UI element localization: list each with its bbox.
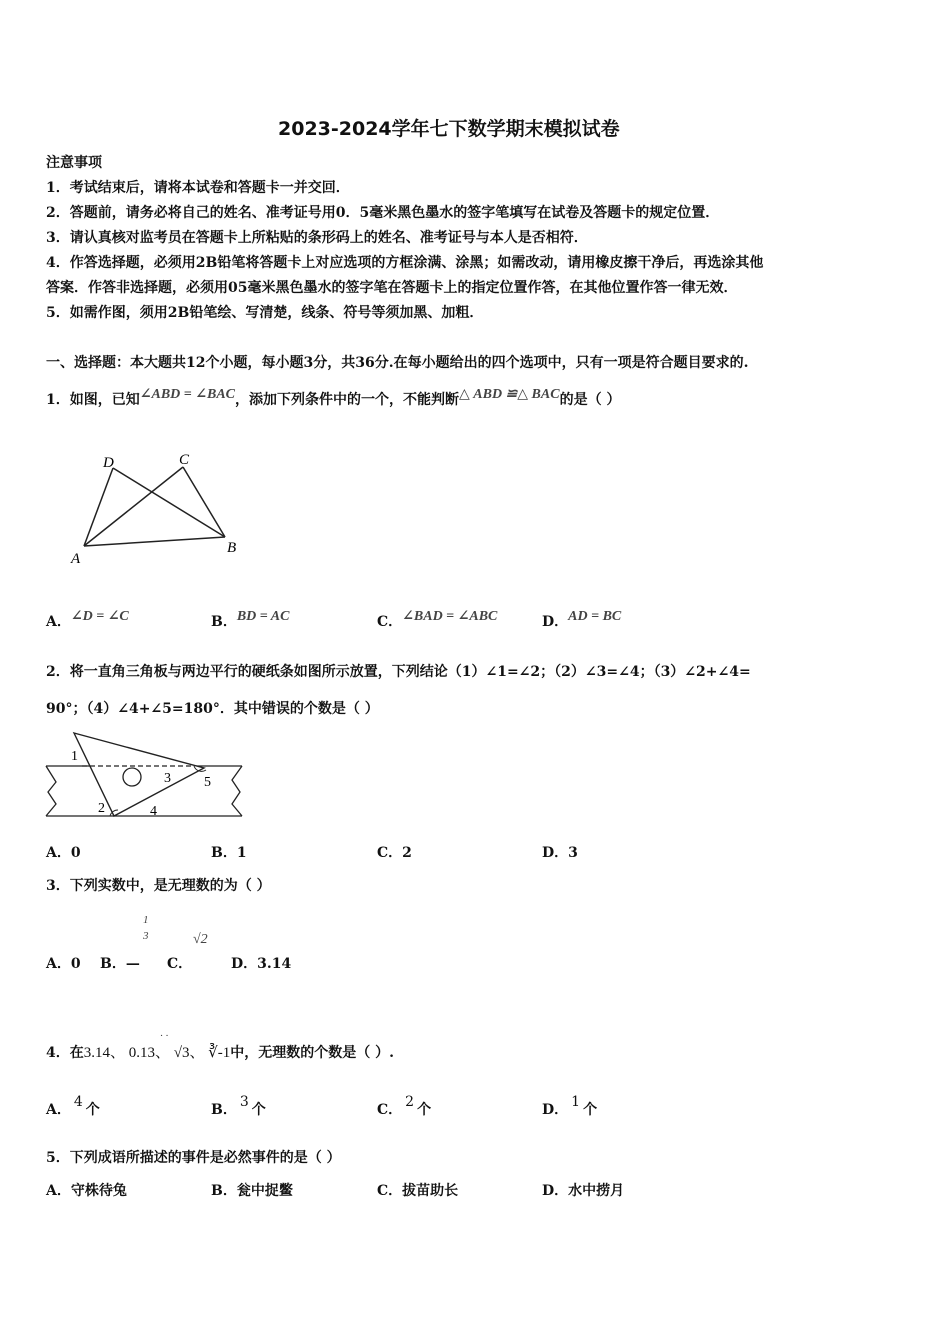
page-title: 2023-2024学年七下数学期末模拟试卷 [278,118,620,140]
label-angle-2: 2 [98,801,105,816]
label-B: B [227,540,237,556]
math-condition: ∠ABD = ∠BAC [139,387,235,402]
fraction-numerator: 1 [143,914,149,926]
strip-right-tear [232,766,242,816]
question-4-stem: 4．在3.14、 0.13、 √3、 ∛-1中，无理数的个数是（ ）. [46,1045,395,1061]
notice-item: 3．请认真核对监考员在答题卡上所粘贴的条形码上的姓名、准考证号与本人是否相符． [46,230,588,246]
strip-left-tear [46,766,56,816]
question-2-stem-line2: 90°；（4）∠4+∠5=180°．其中错误的个数是（ ） [46,701,379,717]
notice-item: 答案．作答非选择题，必须用05毫米黑色墨水的签字笔在答题卡上的指定位置作答，在其他位置作答一律无效． [46,280,738,296]
math-congruence: △ ABD ≌△ BAC [459,387,560,402]
q3-option-c[interactable]: C． [167,956,193,972]
q1-option-b[interactable]: B．BD = AC [211,609,290,630]
segment-CB [183,467,225,537]
sqrt2-value: √2 [193,932,208,947]
q4-option-c[interactable]: C． 2 个 [377,1094,432,1118]
label-angle-3: 3 [164,771,171,786]
q5-option-a[interactable]: A．守株待兔 [46,1183,127,1199]
question-3-stem: 3．下列实数中，是无理数的为（ ） [46,878,271,894]
q2-option-c[interactable]: C．2 [377,845,412,861]
notice-item: 2．答题前，请务必将自己的姓名、准考证号用0．5毫米黑色墨水的签字笔填写在试卷及答题卡的规定位置． [46,205,720,221]
q3-option-b[interactable]: B．— [100,956,140,972]
q4-option-d[interactable]: D． 1 个 [542,1094,598,1118]
q1-option-c[interactable]: C．∠BAD = ∠ABC [377,609,498,630]
label-A: A [71,551,81,567]
question-5-stem: 5．下列成语所描述的事件是必然事件的是（ ） [46,1150,341,1166]
q5-option-c[interactable]: C．拔苗助长 [377,1183,459,1199]
label-angle-1: 1 [71,749,78,764]
segment-AB [84,537,225,546]
label-C: C [179,452,190,468]
section-heading: 一、选择题：本大题共12个小题，每小题3分，共36分.在每小题给出的四个选项中，只有一项是符合题目要求的. [46,355,749,371]
label-angle-5: 5 [204,775,211,790]
q4-numbers: 3.14、 0.13、 √3、 ∛-1 [83,1045,231,1061]
q3-option-a[interactable]: A．0 [46,956,81,972]
q2-figure [44,730,249,822]
q1-option-a[interactable]: A．∠D = ∠C [46,609,129,630]
question-2-stem-line1: 2．将一直角三角板与两边平行的硬纸条如图所示放置，下列结论（1）∠1=∠2；（2）∠3=∠4；（3）∠2+∠4= [46,664,751,680]
q2-option-a[interactable]: A．0 [46,845,81,861]
q5-option-d[interactable]: D．水中捞月 [542,1183,625,1199]
label-D: D [103,455,114,471]
q5-option-b[interactable]: B．瓮中捉鳖 [211,1183,293,1199]
notice-item: 5．如需作图，须用2B铅笔绘、写清楚，线条、符号等须加黑、加粗． [46,305,484,321]
notice-item: 4．作答选择题，必须用2B铅笔将答题卡上对应选项的方框涂满、涂黑；如需改动，请用橡皮擦干净后，再选涂其他 [46,255,764,271]
q3-option-d[interactable]: D．3.14 [231,956,292,972]
question-1-stem: 1．如图，已知∠ABD = ∠BAC，添加下列条件中的一个，不能判断△ ABD ≌△ BAC的是（ ） [46,387,621,408]
repeating-dots: · · [160,1030,169,1042]
q1-option-d[interactable]: D．AD = BC [542,609,622,630]
q2-option-b[interactable]: B．1 [211,845,247,861]
q4-option-a[interactable]: A． 4 个 [46,1094,100,1118]
triangle-plate [74,733,204,816]
q2-option-d[interactable]: D．3 [542,845,578,861]
fraction-denominator: 3 [143,930,149,942]
notice-heading: 注意事项 [46,155,102,171]
notice-item: 1．考试结束后，请将本试卷和答题卡一并交回． [46,180,350,196]
q1-figure [60,440,260,575]
q4-option-b[interactable]: B． 3 个 [211,1094,266,1118]
label-angle-4: 4 [150,804,157,819]
